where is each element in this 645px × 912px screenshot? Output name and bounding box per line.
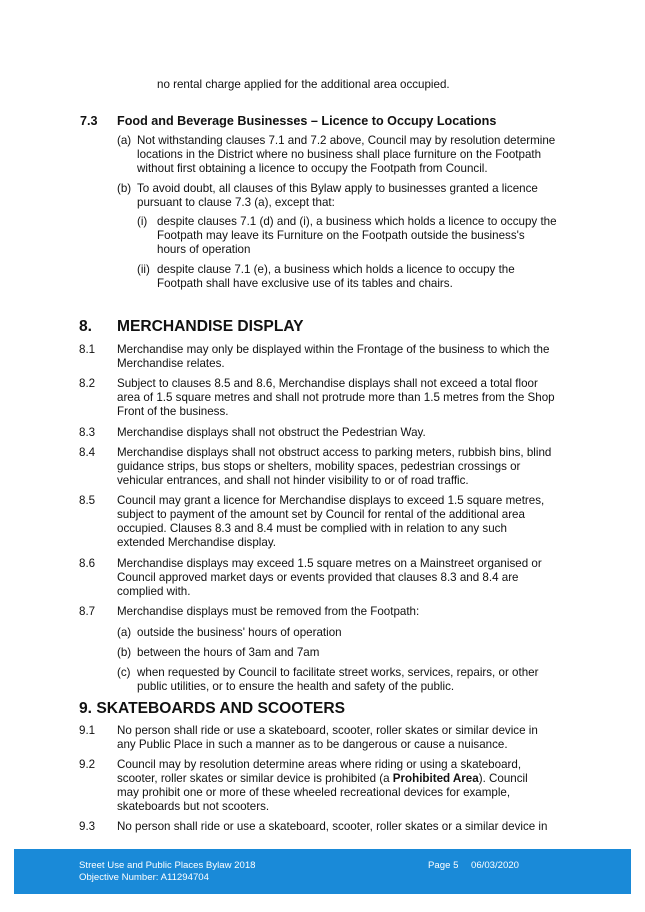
clause-7-3-a-label: (a) xyxy=(117,134,132,147)
clause-number: 9.1 xyxy=(79,724,96,737)
clause-line: Merchandise relates. xyxy=(117,357,225,370)
section-7-3-heading: Food and Beverage Businesses – Licence to Occupy Locations xyxy=(117,114,497,128)
clause-7-3-ii-label: (ii) xyxy=(137,263,150,276)
footer-date: 06/03/2020 xyxy=(471,860,520,871)
clause-line: Front of the business. xyxy=(117,405,229,418)
clause-line: Merchandise may only be displayed within the Frontage of the business to which the xyxy=(117,343,550,356)
clause-line: subject to payment of the amount set by Council for rental of the additional area xyxy=(117,508,525,521)
clause-7-3-b-line: pursuant to clause 7.3 (a), except that: xyxy=(137,196,335,209)
intro-line: no rental charge applied for the additional area occupied. xyxy=(157,78,450,91)
defined-term: Prohibited Area xyxy=(392,772,479,785)
clause-line: may prohibit one or more of these wheeled recreational devices for example, xyxy=(117,786,511,799)
clause-line: Merchandise displays may exceed 1.5 square metres on a Mainstreet organised or xyxy=(117,557,542,570)
clause-7-3-ii-line: Footpath shall have exclusive use of its tables and chairs. xyxy=(157,277,453,290)
subclause-line: outside the business' hours of operation xyxy=(137,626,342,639)
clause-number: 8.2 xyxy=(79,377,96,390)
section-8-number: 8. xyxy=(79,318,93,335)
footer-objective-number: Objective Number: A11294704 xyxy=(79,872,209,883)
clause-number: 9.2 xyxy=(79,758,96,771)
clause-line: No person shall ride or use a skateboard, scooter, roller skates or a similar device in xyxy=(117,820,548,833)
clause-line: skateboards but not scooters. xyxy=(117,800,270,813)
clause-line: complied with. xyxy=(117,585,191,598)
clause-number: 8.6 xyxy=(79,557,96,570)
section-9-heading: 9. SKATEBOARDS AND SCOOTERS xyxy=(79,700,345,717)
clause-line: Council may grant a licence for Merchandise displays to exceed 1.5 square metres, xyxy=(117,494,545,507)
clause-number: 9.3 xyxy=(79,820,96,833)
clause-line: vehicular entrances, and shall not hinder visibility to or of road traffic. xyxy=(117,474,469,487)
clause-line: any Public Place in such a manner as to be dangerous or cause a nuisance. xyxy=(117,738,508,751)
clause-7-3-b-label: (b) xyxy=(117,182,132,195)
clause-line: Merchandise displays must be removed from the Footpath: xyxy=(117,605,420,618)
clause-line: No person shall ride or use a skateboard, scooter, roller skates or similar device in xyxy=(117,724,538,737)
section-8-heading: MERCHANDISE DISPLAY xyxy=(117,318,304,335)
clause-line: Council approved market days or events provided that clauses 8.3 and 8.4 are xyxy=(117,571,519,584)
clause-text: scooter, roller skates or similar device is prohibited (a xyxy=(117,772,393,785)
clause-7-3-a-line: Not withstanding clauses 7.1 and 7.2 above, Council may by resolution determine xyxy=(137,134,556,147)
clause-line: Merchandise displays shall not obstruct the Pedestrian Way. xyxy=(117,426,426,439)
section-7-3-number: 7.3 xyxy=(80,114,98,128)
clause-line: extended Merchandise display. xyxy=(117,536,276,549)
subclause-line: between the hours of 3am and 7am xyxy=(137,646,320,659)
clause-7-3-i-line: Footpath may leave its Furniture on the Footpath outside the business's xyxy=(157,229,525,242)
clause-7-3-a-line: without first obtaining a licence to occupy the Footpath from Council. xyxy=(137,162,488,175)
clause-7-3-i-line: despite clauses 7.1 (d) and (i), a business which holds a licence to occupy the xyxy=(157,215,557,228)
clause-7-3-a-line: locations in the District where no business shall place furniture on the Footpath xyxy=(137,148,542,161)
clause-number: 8.7 xyxy=(79,605,96,618)
clause-number: 8.4 xyxy=(79,446,96,459)
footer-page-number: Page 5 xyxy=(428,860,459,871)
clause-line: Subject to clauses 8.5 and 8.6, Merchandise displays shall not exceed a total floor xyxy=(117,377,538,390)
footer-title: Street Use and Public Places Bylaw 2018 xyxy=(79,860,256,871)
clause-number: 8.3 xyxy=(79,426,96,439)
clause-line: guidance strips, bus stops or shelters, mobility spaces, pedestrian crossings or xyxy=(117,460,521,473)
subclause-line: public utilities, or to ensure the health and safety of the public. xyxy=(137,680,455,693)
clause-7-3-ii-line: despite clause 7.1 (e), a business which holds a licence to occupy the xyxy=(157,263,515,276)
subclause-label: (a) xyxy=(117,626,132,639)
subclause-label: (c) xyxy=(117,666,131,679)
clause-7-3-i-line: hours of operation xyxy=(157,243,251,256)
subclause-line: when requested by Council to facilitate street works, services, repairs, or other xyxy=(137,666,539,679)
clause-line-with-defined-term xyxy=(117,772,528,786)
page-footer xyxy=(14,849,631,894)
clause-line: Merchandise displays shall not obstruct access to parking meters, rubbish bins, blind xyxy=(117,446,552,459)
clause-number: 8.1 xyxy=(79,343,96,356)
subclause-label: (b) xyxy=(117,646,132,659)
clause-7-3-i-label: (i) xyxy=(137,215,148,228)
clause-number: 8.5 xyxy=(79,494,96,507)
clause-line: Council may by resolution determine areas where riding or using a skateboard, xyxy=(117,758,522,771)
clause-text: ). Council xyxy=(478,772,528,785)
clause-line: occupied. Clauses 8.3 and 8.4 must be complied with in relation to any such xyxy=(117,522,507,535)
clause-7-3-b-line: To avoid doubt, all clauses of this Bylaw apply to businesses granted a licence xyxy=(137,182,538,195)
clause-line: area of 1.5 square metres and shall not protrude more than 1.5 metres from the Shop xyxy=(117,391,555,404)
